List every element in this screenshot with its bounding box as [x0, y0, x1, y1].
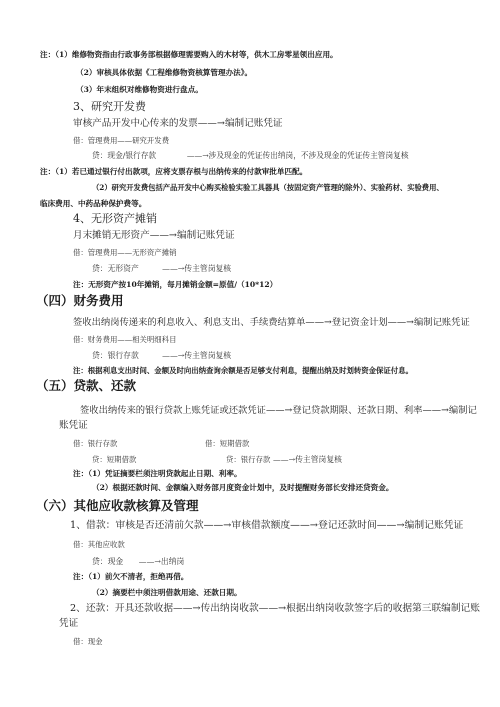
journal-entry: 贷：短期借款: [92, 455, 137, 464]
note-line: 注：（1）凭证摘要栏须注明贷款起止日期、利率。: [73, 469, 242, 478]
journal-entry: 贷：银行存款: [226, 455, 271, 464]
note-line: （2）摘要栏中须注明借款用途、还款日期。: [92, 588, 242, 597]
journal-entry: 贷：现金 ——→出纳岗: [92, 557, 185, 566]
note-line: （2）根据还款时间、金额编入财务部月度资金计划中，及时提醒财务部长安排还贷资金。: [92, 483, 394, 492]
journal-entry: 借：管理费用——无形资产摊销: [73, 248, 177, 257]
process-line: 签收出纳传来的银行贷款上账凭证或还款凭证——→登记贷款期限、还款日期、利率——→编制记: [80, 405, 477, 416]
section-heading: （六）其他应收款核算及管理: [36, 498, 199, 513]
process-line: 凭证: [59, 618, 79, 629]
note-line: （2）审核具体依据《工程维修物资核算管理办法》。: [76, 68, 253, 77]
section-heading: （五）贷款、还款: [36, 378, 137, 393]
note-line: 注：（1）前欠不清者，拒绝再借。: [73, 572, 189, 581]
note-line: 注：无形资产按10年摊销，每月摊销金额=原值/（10*12）: [73, 280, 278, 289]
journal-entry: 借：财务费用——相关明细科目: [73, 335, 177, 344]
process-line: 2、还款：开具还款收据——→传出纳岗收款——→根据出纳岗收款签字后的收据第三联编制记账: [70, 603, 480, 614]
note-line: 注：（1）维修物资指由行政事务部根据修理需要购入的木材等，供木工房零星领出应用。: [40, 50, 338, 59]
process-line: 月末摊销无形资产——→编制记账凭证: [73, 230, 235, 241]
note-line: 临床费用、中药品种保护费等。: [40, 199, 147, 208]
process-line: 1、借款：审核是否还清前欠款——→审核借款额度——→登记还款时间——→编制记账凭证: [70, 520, 464, 531]
journal-entry: 借：短期借款: [205, 439, 250, 448]
journal-entry: 贷：无形资产 ——→传主管岗复核: [92, 264, 232, 273]
note-line: 注：（1）若已通过银行付出款项，应将支票存根与出纳传来的付款审批单匹配。: [40, 167, 308, 176]
process-line: 账凭证: [59, 420, 88, 431]
note-line: 注：根据利息支出时间、金额及时向出纳查询余额是否足够支付利息，提醒出纳及时划转资金保证付息。: [73, 366, 413, 375]
journal-entry: 贷：银行存款 ——→传主管岗复核: [92, 351, 232, 360]
journal-entry: 贷：现金/银行存款 ——→涉及现金的凭证传出纳岗，不涉及现金的凭证传主管岗复核: [92, 151, 409, 160]
journal-entry: 借：银行存款: [73, 439, 118, 448]
journal-entry: 借：现金: [73, 637, 103, 646]
section-heading: （四）财务费用: [36, 293, 124, 308]
journal-entry: 借：管理费用——研究开发费: [73, 136, 170, 145]
process-line: 签收出纳岗传递来的利息收入、利息支出、手续费结算单——→登记资金计划——→编制记账凭证: [73, 317, 470, 328]
subsection-heading: 4、无形资产摊销: [73, 212, 157, 225]
note-line: （3）年末组织对维修物资进行盘点。: [76, 85, 203, 94]
subsection-heading: 3、研究开发费: [73, 100, 146, 113]
process-line: 审核产品开发中心传来的发票——→编制记账凭证: [73, 118, 283, 129]
journal-entry: 借：其他应收款: [73, 540, 125, 549]
note-line: （2）研究开发费包括产品开发中心购买检验实验工具器具（按固定资产管理的除外）、实验药材、实验费用、: [92, 183, 444, 192]
journal-entry: ——→传主管岗复核: [273, 455, 342, 464]
